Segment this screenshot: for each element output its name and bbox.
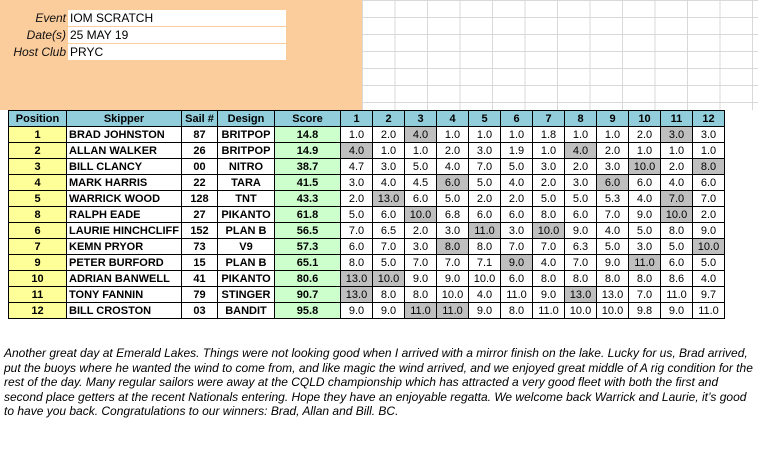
race-result-cell[interactable]: 2.0	[437, 143, 469, 159]
skipper-cell[interactable]: BRAD JOHNSTON	[67, 127, 182, 143]
race-result-cell[interactable]: 1.0	[501, 127, 533, 143]
position-cell[interactable]: 3	[9, 159, 67, 175]
race-result-cell[interactable]: 7.0	[693, 191, 725, 207]
column-header[interactable]: 10	[629, 111, 661, 127]
race-result-cell[interactable]: 10.0	[693, 239, 725, 255]
sail-number-cell[interactable]: 152	[182, 223, 218, 239]
race-result-cell[interactable]: 5.0	[533, 191, 565, 207]
race-result-cell[interactable]: 6.0	[501, 271, 533, 287]
column-header[interactable]: Position	[9, 111, 67, 127]
race-result-cell[interactable]: 1.0	[469, 127, 501, 143]
race-result-cell[interactable]: 8.0	[533, 271, 565, 287]
race-result-cell[interactable]: 11.0	[533, 303, 565, 319]
event-value-cell[interactable]: IOM SCRATCH	[68, 10, 286, 26]
race-result-cell[interactable]: 1.0	[373, 143, 405, 159]
column-header[interactable]: 3	[405, 111, 437, 127]
score-cell[interactable]: 65.1	[275, 255, 341, 271]
race-result-cell[interactable]: 6.8	[437, 207, 469, 223]
race-result-cell[interactable]: 8.0	[629, 271, 661, 287]
race-result-cell[interactable]: 6.0	[629, 175, 661, 191]
race-result-cell[interactable]: 3.0	[597, 159, 629, 175]
race-result-cell[interactable]: 8.0	[565, 271, 597, 287]
race-result-cell[interactable]: 10.0	[469, 271, 501, 287]
design-cell[interactable]: PLAN B	[218, 255, 275, 271]
column-header[interactable]: Sail #	[182, 111, 218, 127]
race-result-cell[interactable]: 9.0	[501, 255, 533, 271]
score-cell[interactable]: 80.6	[275, 271, 341, 287]
race-result-cell[interactable]: 7.0	[565, 255, 597, 271]
race-result-cell[interactable]: 7.0	[629, 287, 661, 303]
race-result-cell[interactable]: 3.0	[373, 159, 405, 175]
design-cell[interactable]: PIKANTO	[218, 207, 275, 223]
race-report-comment: Another great day at Emerald Lakes. Things were not looking good when I arrived with a mirror finish on the lake. Lucky for us, Brad arrived, put the buoys where he wanted the wind to come from, and like magic the wind arrived, and we enjoyed great middle of A rig condition for the rest of the day. Many regular sailors were away at the CQLD championship which has attracted a very good fleet with both the first and second place getters at the recent Nationals entering. Hope they have an enjoyable regatta. We welcome back Warrick and Laurie, it’s good to have you back. Congratulations to our winners: Brad, Allan and Bill. BC.	[4, 346, 753, 418]
dates-value-cell[interactable]: 25 MAY 19	[68, 27, 286, 43]
race-result-cell[interactable]: 2.0	[661, 159, 693, 175]
race-result-cell[interactable]: 4.7	[341, 159, 373, 175]
race-result-cell[interactable]: 9.0	[373, 303, 405, 319]
race-result-cell[interactable]: 10.0	[597, 303, 629, 319]
score-cell[interactable]: 56.5	[275, 223, 341, 239]
race-result-cell[interactable]: 5.0	[437, 191, 469, 207]
race-result-cell[interactable]: 2.0	[565, 159, 597, 175]
race-result-cell[interactable]: 10.0	[661, 207, 693, 223]
race-result-cell[interactable]: 9.0	[469, 303, 501, 319]
race-result-cell[interactable]: 11.0	[405, 303, 437, 319]
column-header[interactable]: 4	[437, 111, 469, 127]
table-row	[9, 271, 725, 287]
column-header[interactable]: Skipper	[67, 111, 182, 127]
race-result-cell[interactable]: 11.0	[437, 303, 469, 319]
race-result-cell[interactable]: 7.0	[373, 239, 405, 255]
skipper-cell[interactable]: KEMN PRYOR	[67, 239, 182, 255]
table-row	[9, 159, 725, 175]
sail-number-cell[interactable]: 15	[182, 255, 218, 271]
race-result-cell[interactable]: 9.0	[693, 223, 725, 239]
score-cell[interactable]: 43.3	[275, 191, 341, 207]
event-label: Event	[35, 11, 66, 25]
race-result-cell[interactable]: 5.0	[597, 239, 629, 255]
race-result-cell[interactable]: 1.0	[597, 127, 629, 143]
race-result-cell[interactable]: 5.0	[693, 255, 725, 271]
race-result-cell[interactable]: 4.0	[469, 287, 501, 303]
dates-label: Date(s)	[26, 28, 66, 42]
race-result-cell[interactable]: 7.0	[469, 159, 501, 175]
race-result-cell[interactable]: 1.8	[533, 127, 565, 143]
race-result-cell[interactable]: 11.0	[469, 223, 501, 239]
race-result-cell[interactable]: 2.0	[629, 127, 661, 143]
event-info-panel	[0, 0, 362, 110]
column-header[interactable]: 9	[597, 111, 629, 127]
score-cell[interactable]: 90.7	[275, 287, 341, 303]
race-result-cell[interactable]: 2.0	[405, 223, 437, 239]
table-row	[9, 207, 725, 223]
race-result-cell[interactable]: 9.0	[437, 271, 469, 287]
race-result-cell[interactable]: 7.0	[661, 191, 693, 207]
sail-number-cell[interactable]: 26	[182, 143, 218, 159]
race-result-cell[interactable]: 8.0	[661, 223, 693, 239]
race-result-cell[interactable]: 6.0	[469, 207, 501, 223]
position-cell[interactable]: 6	[9, 223, 67, 239]
score-cell[interactable]: 57.3	[275, 239, 341, 255]
table-row	[9, 191, 725, 207]
race-result-cell[interactable]: 4.0	[341, 143, 373, 159]
score-cell[interactable]: 41.5	[275, 175, 341, 191]
race-result-cell[interactable]: 4.0	[661, 175, 693, 191]
race-result-cell[interactable]: 8.0	[469, 239, 501, 255]
sail-number-cell[interactable]: 27	[182, 207, 218, 223]
race-result-cell[interactable]: 7.0	[341, 223, 373, 239]
design-cell[interactable]: BRITPOP	[218, 127, 275, 143]
skipper-cell[interactable]: ALLAN WALKER	[67, 143, 182, 159]
race-result-cell[interactable]: 9.0	[405, 271, 437, 287]
race-result-cell[interactable]: 6.5	[373, 223, 405, 239]
host-club-label: Host Club	[13, 45, 66, 59]
spreadsheet-grid	[362, 0, 758, 110]
race-result-cell[interactable]: 3.0	[405, 239, 437, 255]
position-cell[interactable]: 7	[9, 239, 67, 255]
column-header[interactable]: 2	[373, 111, 405, 127]
race-result-cell[interactable]: 6.0	[405, 191, 437, 207]
race-result-cell[interactable]: 8.0	[373, 287, 405, 303]
race-result-cell[interactable]: 1.0	[661, 143, 693, 159]
race-result-cell[interactable]: 5.0	[405, 159, 437, 175]
race-result-cell[interactable]: 8.0	[341, 255, 373, 271]
race-result-cell[interactable]: 9.0	[629, 207, 661, 223]
race-result-cell[interactable]: 8.6	[661, 271, 693, 287]
race-result-cell[interactable]: 1.0	[629, 143, 661, 159]
race-result-cell[interactable]: 4.0	[533, 255, 565, 271]
race-result-cell[interactable]: 1.0	[437, 127, 469, 143]
race-result-cell[interactable]: 11.0	[693, 303, 725, 319]
race-result-cell[interactable]: 1.0	[341, 127, 373, 143]
skipper-cell[interactable]: PETER BURFORD	[67, 255, 182, 271]
race-result-cell[interactable]: 6.0	[373, 207, 405, 223]
position-cell[interactable]: 2	[9, 143, 67, 159]
design-cell[interactable]: BANDIT	[218, 303, 275, 319]
column-header[interactable]: 1	[341, 111, 373, 127]
skipper-cell[interactable]: MARK HARRIS	[67, 175, 182, 191]
race-result-cell[interactable]: 5.0	[565, 191, 597, 207]
sail-number-cell[interactable]: 00	[182, 159, 218, 175]
race-result-cell[interactable]: 8.0	[437, 239, 469, 255]
race-result-cell[interactable]: 3.0	[629, 239, 661, 255]
design-cell[interactable]: STINGER	[218, 287, 275, 303]
race-result-cell[interactable]: 11.0	[501, 287, 533, 303]
race-result-cell[interactable]: 6.0	[341, 239, 373, 255]
race-result-cell[interactable]: 6.0	[661, 255, 693, 271]
race-result-cell[interactable]: 3.0	[437, 223, 469, 239]
race-result-cell[interactable]: 10.0	[629, 159, 661, 175]
race-result-cell[interactable]: 3.0	[693, 127, 725, 143]
table-row	[9, 303, 725, 319]
position-cell[interactable]: 11	[9, 287, 67, 303]
host-club-value-cell[interactable]: PRYC	[68, 44, 286, 60]
race-result-cell[interactable]: 13.0	[341, 271, 373, 287]
design-cell[interactable]: BRITPOP	[218, 143, 275, 159]
race-result-cell[interactable]: 5.0	[501, 159, 533, 175]
race-result-cell[interactable]: 8.0	[693, 159, 725, 175]
race-result-cell[interactable]: 10.0	[565, 303, 597, 319]
race-result-cell[interactable]: 13.0	[597, 287, 629, 303]
race-result-cell[interactable]: 7.0	[501, 239, 533, 255]
race-result-cell[interactable]: 4.0	[501, 175, 533, 191]
column-header[interactable]: 12	[693, 111, 725, 127]
race-result-cell[interactable]: 2.0	[341, 191, 373, 207]
design-cell[interactable]: TARA	[218, 175, 275, 191]
race-result-cell[interactable]: 8.0	[533, 207, 565, 223]
race-result-cell[interactable]: 13.0	[341, 287, 373, 303]
race-result-cell[interactable]: 4.0	[597, 223, 629, 239]
design-cell[interactable]: PIKANTO	[218, 271, 275, 287]
position-cell[interactable]: 5	[9, 191, 67, 207]
race-result-cell[interactable]: 1.0	[405, 143, 437, 159]
race-result-cell[interactable]: 3.0	[565, 175, 597, 191]
column-header[interactable]: Score	[275, 111, 341, 127]
sail-number-cell[interactable]: 79	[182, 287, 218, 303]
race-result-cell[interactable]: 1.0	[565, 127, 597, 143]
race-result-cell[interactable]: 6.0	[501, 207, 533, 223]
race-result-cell[interactable]: 4.0	[693, 271, 725, 287]
position-cell[interactable]: 9	[9, 255, 67, 271]
race-result-cell[interactable]: 3.0	[501, 223, 533, 239]
race-result-cell[interactable]: 10.0	[437, 287, 469, 303]
design-cell[interactable]: PLAN B	[218, 223, 275, 239]
position-cell[interactable]: 10	[9, 271, 67, 287]
race-result-cell[interactable]: 10.0	[405, 207, 437, 223]
race-result-cell[interactable]: 7.0	[533, 239, 565, 255]
table-row	[9, 223, 725, 239]
skipper-cell[interactable]: BILL CROSTON	[67, 303, 182, 319]
score-cell[interactable]: 14.9	[275, 143, 341, 159]
column-header[interactable]: 5	[469, 111, 501, 127]
race-result-cell[interactable]: 2.0	[501, 191, 533, 207]
race-result-cell[interactable]: 9.8	[629, 303, 661, 319]
table-row	[9, 239, 725, 255]
race-result-cell[interactable]: 5.0	[629, 223, 661, 239]
race-result-cell[interactable]: 6.0	[597, 175, 629, 191]
race-result-cell[interactable]: 9.0	[661, 303, 693, 319]
sail-number-cell[interactable]: 87	[182, 127, 218, 143]
design-cell[interactable]: V9	[218, 239, 275, 255]
race-result-cell[interactable]: 6.0	[437, 175, 469, 191]
column-header[interactable]: 7	[533, 111, 565, 127]
race-result-cell[interactable]: 9.0	[341, 303, 373, 319]
position-cell[interactable]: 8	[9, 207, 67, 223]
race-result-cell[interactable]: 3.0	[341, 175, 373, 191]
race-result-cell[interactable]: 1.0	[693, 143, 725, 159]
race-result-cell[interactable]: 4.0	[405, 127, 437, 143]
position-cell[interactable]: 1	[9, 127, 67, 143]
race-result-cell[interactable]: 13.0	[565, 287, 597, 303]
race-result-cell[interactable]: 4.0	[373, 175, 405, 191]
results-table	[8, 110, 725, 319]
design-cell[interactable]: NITRO	[218, 159, 275, 175]
race-result-cell[interactable]: 11.0	[661, 287, 693, 303]
sail-number-cell[interactable]: 22	[182, 175, 218, 191]
race-result-cell[interactable]: 3.0	[533, 159, 565, 175]
race-result-cell[interactable]: 6.0	[565, 207, 597, 223]
race-result-cell[interactable]: 4.0	[437, 159, 469, 175]
race-result-cell[interactable]: 10.0	[533, 223, 565, 239]
race-result-cell[interactable]: 2.0	[373, 127, 405, 143]
race-result-cell[interactable]: 5.3	[597, 191, 629, 207]
column-header[interactable]: 6	[501, 111, 533, 127]
sail-number-cell[interactable]: 03	[182, 303, 218, 319]
skipper-cell[interactable]: WARRICK WOOD	[67, 191, 182, 207]
position-cell[interactable]: 12	[9, 303, 67, 319]
race-result-cell[interactable]: 7.0	[405, 255, 437, 271]
race-result-cell[interactable]: 3.0	[469, 143, 501, 159]
race-result-cell[interactable]: 1.9	[501, 143, 533, 159]
table-row	[9, 287, 725, 303]
race-result-cell[interactable]: 2.0	[597, 143, 629, 159]
score-cell[interactable]: 14.8	[275, 127, 341, 143]
column-header[interactable]: 11	[661, 111, 693, 127]
race-result-cell[interactable]: 1.0	[533, 143, 565, 159]
race-result-cell[interactable]: 3.0	[661, 127, 693, 143]
race-result-cell[interactable]: 4.5	[405, 175, 437, 191]
table-row	[9, 127, 725, 143]
score-cell[interactable]: 95.8	[275, 303, 341, 319]
race-result-cell[interactable]: 13.0	[373, 191, 405, 207]
table-row	[9, 143, 725, 159]
skipper-cell[interactable]: LAURIE HINCHCLIFF	[67, 223, 182, 239]
race-result-cell[interactable]: 5.0	[661, 239, 693, 255]
sail-number-cell[interactable]: 73	[182, 239, 218, 255]
race-result-cell[interactable]: 6.0	[693, 175, 725, 191]
race-result-cell[interactable]: 2.0	[693, 207, 725, 223]
race-result-cell[interactable]: 7.0	[597, 207, 629, 223]
skipper-cell[interactable]: RALPH EADE	[67, 207, 182, 223]
race-result-cell[interactable]: 2.0	[533, 175, 565, 191]
table-row	[9, 175, 725, 191]
sail-number-cell[interactable]: 128	[182, 191, 218, 207]
race-result-cell[interactable]: 10.0	[373, 271, 405, 287]
race-result-cell[interactable]: 2.0	[469, 191, 501, 207]
race-result-cell[interactable]: 8.0	[405, 287, 437, 303]
score-cell[interactable]: 38.7	[275, 159, 341, 175]
race-result-cell[interactable]: 5.0	[373, 255, 405, 271]
skipper-cell[interactable]: ADRIAN BANWELL	[67, 271, 182, 287]
race-result-cell[interactable]: 9.0	[565, 223, 597, 239]
race-result-cell[interactable]: 6.3	[565, 239, 597, 255]
race-result-cell[interactable]: 4.0	[629, 191, 661, 207]
score-cell[interactable]: 61.8	[275, 207, 341, 223]
race-result-cell[interactable]: 9.0	[597, 255, 629, 271]
header-row	[9, 111, 725, 127]
column-header[interactable]: 8	[565, 111, 597, 127]
race-result-cell[interactable]: 5.0	[341, 207, 373, 223]
race-result-cell[interactable]: 9.7	[693, 287, 725, 303]
design-cell[interactable]: TNT	[218, 191, 275, 207]
skipper-cell[interactable]: TONY FANNIN	[67, 287, 182, 303]
race-result-cell[interactable]: 8.0	[501, 303, 533, 319]
race-result-cell[interactable]: 4.0	[565, 143, 597, 159]
race-result-cell[interactable]: 7.1	[469, 255, 501, 271]
race-result-cell[interactable]: 9.0	[533, 287, 565, 303]
race-result-cell[interactable]: 8.0	[597, 271, 629, 287]
sail-number-cell[interactable]: 41	[182, 271, 218, 287]
column-header[interactable]: Design	[218, 111, 275, 127]
table-row	[9, 255, 725, 271]
race-result-cell[interactable]: 11.0	[629, 255, 661, 271]
skipper-cell[interactable]: BILL CLANCY	[67, 159, 182, 175]
position-cell[interactable]: 4	[9, 175, 67, 191]
race-result-cell[interactable]: 7.0	[437, 255, 469, 271]
race-result-cell[interactable]: 5.0	[469, 175, 501, 191]
